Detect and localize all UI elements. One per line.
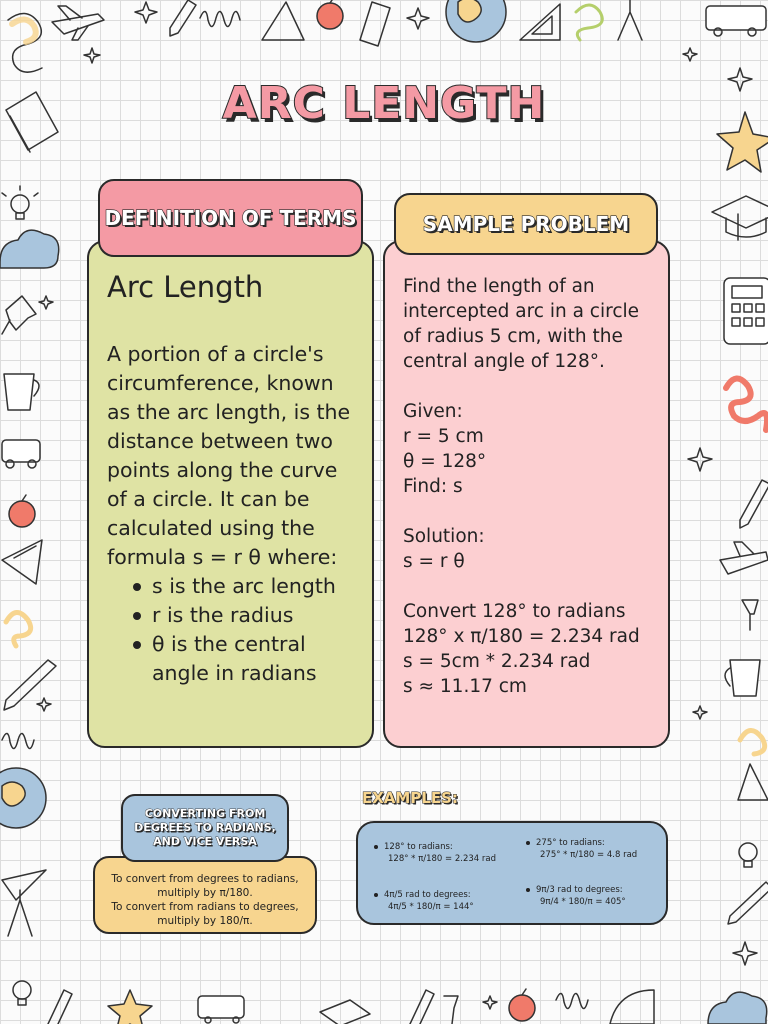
example-item xyxy=(526,884,626,908)
scribble-icon xyxy=(556,993,588,1008)
page-title: ARC LENGTH xyxy=(222,78,546,129)
example-item xyxy=(526,837,637,861)
sample-problem-tag: SAMPLE PROBLEM xyxy=(394,193,658,255)
definition-tag: DEFINITION OF TERMS xyxy=(98,179,363,257)
convert-calculation: 128° x π/180 = 2.234 rad xyxy=(403,626,640,647)
spiral-icon xyxy=(6,612,31,646)
scribble-icon xyxy=(200,11,240,26)
ruler-icon xyxy=(520,4,560,40)
example-calculation: 9π/4 * 180/π = 405° xyxy=(540,897,626,907)
given-radius: r = 5 cm xyxy=(403,426,484,447)
definition-bullet-list xyxy=(107,572,354,688)
spiral-icon xyxy=(740,730,765,754)
airplane-icon xyxy=(720,542,768,574)
list-item: s is the arc length xyxy=(107,572,354,601)
book-icon xyxy=(320,1000,370,1024)
convert-rad-to-deg-text: To convert from radians to degrees, multiply by 180/π. xyxy=(111,901,299,927)
graduation-cap-icon xyxy=(712,196,768,240)
pencil-icon xyxy=(4,660,56,710)
paper-plane-icon xyxy=(2,870,46,900)
scribble-icon xyxy=(2,733,34,748)
example-calculation: 275° * π/180 = 4.8 rad xyxy=(540,850,638,860)
convert-deg-to-rad-text: To convert from degrees to radians, multiply by π/180. xyxy=(111,873,299,899)
ruler-icon xyxy=(738,764,768,800)
example-title: 275° to radians: xyxy=(536,838,605,848)
list-item: r is the radius xyxy=(107,601,354,630)
airplane-icon xyxy=(52,6,104,40)
ruler-icon xyxy=(610,990,654,1024)
given-angle: θ = 128° xyxy=(403,451,487,472)
example-item xyxy=(374,889,474,913)
sample-problem-statement: Find the length of an intercepted arc in a circle of radius 5 cm, with the central angle of 128°. xyxy=(403,276,640,372)
example-title: 4π/5 rad to degrees: xyxy=(384,890,471,900)
arc-length-calculation: s = 5cm * 2.234 rad xyxy=(403,651,591,672)
example-title: 128° to radians: xyxy=(384,842,453,852)
pencil-icon xyxy=(728,882,768,924)
arc-length-result: s ≈ 11.17 cm xyxy=(403,676,527,697)
converting-panel xyxy=(93,856,317,934)
example-calculation: 128° * π/180 = 2.234 rad xyxy=(388,854,496,864)
example-calculation: 4π/5 * 180/π = 144° xyxy=(388,902,474,912)
convert-label: Convert 128° to radians xyxy=(403,601,626,622)
ruler-icon xyxy=(262,2,304,40)
star-icon xyxy=(108,990,152,1024)
examples-label: EXAMPLES: xyxy=(362,789,458,807)
spiral-icon xyxy=(726,378,767,430)
paper-plane-icon xyxy=(2,540,42,584)
spiral-icon xyxy=(576,5,602,40)
given-label: Given: xyxy=(403,401,463,422)
examples-panel xyxy=(356,821,668,925)
list-item: θ is the central angle in radians xyxy=(107,630,354,688)
ruler-icon xyxy=(360,2,390,46)
sample-problem-panel xyxy=(383,240,670,748)
converting-tag: CONVERTING FROM DEGREES TO RADIANS, AND VICE VERSA xyxy=(121,794,289,862)
definition-body: A portion of a circle's circumference, known as the arc length, is the distance between two points along the curve of a circle. It can be calculated using the formula s = r θ where: xyxy=(107,342,351,569)
definition-panel xyxy=(87,240,374,748)
example-title: 9π/3 rad to degrees: xyxy=(536,885,623,895)
calculator-icon xyxy=(724,278,768,344)
find-label: Find: s xyxy=(403,476,463,497)
spiral-icon xyxy=(8,13,42,72)
solution-label: Solution: xyxy=(403,526,485,547)
example-item xyxy=(374,841,496,865)
compass-icon xyxy=(618,0,642,40)
solution-formula: s = r θ xyxy=(403,551,465,572)
definition-heading: Arc Length xyxy=(107,270,264,304)
